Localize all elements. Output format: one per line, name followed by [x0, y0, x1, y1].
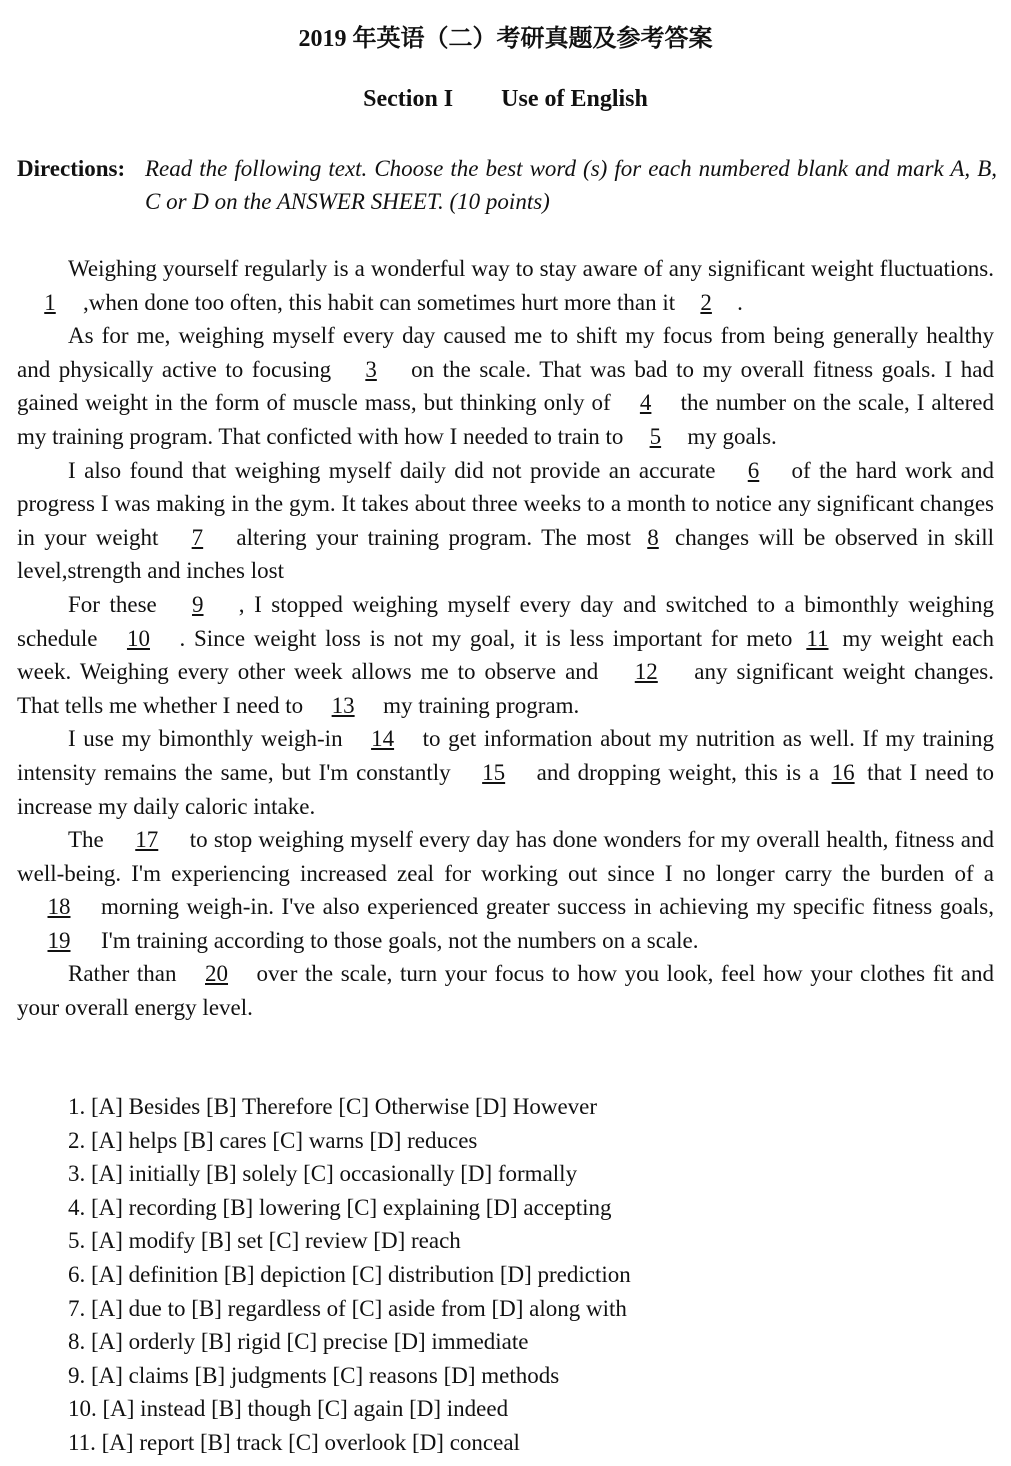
answer-options	[68, 1090, 968, 1460]
blank-20: 20	[205, 961, 229, 987]
passage-text: , I stopped weighing myself every day and switched to a bimonthly weighing schedule	[17, 591, 994, 651]
blank-3: 3	[365, 356, 377, 382]
blank-15: 15	[482, 759, 506, 785]
blank-14: 14	[371, 726, 395, 752]
blank-12: 12	[634, 659, 658, 685]
passage-text: I also found that weighing myself daily did not provide an accurate	[68, 457, 716, 483]
blank-4: 4	[639, 390, 652, 416]
blank-19: 19	[47, 927, 71, 953]
passage-text: I use my bimonthly weigh-in	[68, 726, 343, 752]
passage-text: that I need to increase my daily caloric intake.	[17, 759, 994, 819]
blank-13: 13	[331, 692, 355, 718]
passage-text: to get information about my nutrition as well. If my training intensity remains the same, but I'm constantly	[17, 726, 994, 785]
passage-text: of the hard work and progress I was making in the gym. It takes about three weeks to a month to notice any significant changes in your weight	[17, 457, 994, 550]
passage-text: . Since weight loss is not my goal, it is less important for meto	[179, 625, 793, 651]
directions	[17, 152, 997, 218]
passage-text: I'm training according to those goals, not the numbers on a scale.	[101, 927, 699, 953]
passage-text: my training program.	[383, 692, 580, 718]
paragraph-4	[17, 588, 994, 722]
paragraph-7	[17, 957, 994, 1024]
option-line-5: 5. [A] modify [B] set [C] review [D] reach	[68, 1228, 461, 1254]
passage-text: For these	[68, 591, 157, 617]
paragraph-2	[17, 319, 994, 453]
blank-2: 2	[700, 289, 712, 315]
passage-text: to stop weighing myself every day has done wonders for my overall health, fitness and well-being. I'm experiencing increased zeal for working out since I no longer carry the burden of a	[17, 827, 994, 886]
passage-text: Rather than	[68, 961, 177, 987]
passage-text: my goals.	[687, 423, 777, 449]
blank-1: 1	[44, 289, 56, 315]
passage-text: Weighing yourself regularly is a wonderful way to stay aware of any significant weight fluctuations.	[68, 256, 994, 281]
blank-17: 17	[135, 827, 159, 853]
passage-text: the number on the scale, I altered my training program. That conficted with how I needed to train to	[17, 390, 994, 449]
document-title: 2019 年英语（二）考研真题及参考答案	[298, 26, 713, 52]
passage-text: and dropping weight, this is a	[536, 759, 820, 785]
blank-7: 7	[191, 524, 204, 550]
passage-text: ,when done too often, this habit can sometimes hurt more than it	[83, 289, 676, 315]
passage-text: altering your training program. The most	[236, 524, 631, 550]
blank-9: 9	[192, 591, 204, 617]
option-line-1: 1. [A] Besides [B] Therefore [C] Otherwise [D] However	[68, 1094, 598, 1119]
paragraph-5	[17, 722, 994, 823]
passage-text: The	[68, 827, 104, 853]
passage-text: my weight each week. Weighing every other week allows me to observe and	[17, 625, 994, 685]
passage-text: morning weigh-in. I've also experienced greater success in achieving my specific fitness goals,	[101, 894, 994, 920]
blank-8: 8	[647, 524, 659, 550]
paragraph-1	[17, 252, 994, 319]
section-name: Use of English	[501, 86, 648, 112]
option-line-4: 4. [A] recording [B] lowering [C] explaining [D] accepting	[68, 1194, 612, 1220]
option-line-2: 2. [A] helps [B] cares [C] warns [D] reduces	[68, 1127, 478, 1153]
option-line-3: 3. [A] initially [B] solely [C] occasionally [D] formally	[68, 1161, 578, 1187]
directions-label: Directions:	[17, 156, 126, 181]
directions-text: Read the following text. Choose the best word (s) for each numbered blank and mark A, B, C or D on the ANSWER SHEET. (10 points)	[145, 156, 997, 214]
blank-16: 16	[831, 759, 855, 785]
paragraph-3	[17, 454, 994, 588]
option-line-8: 8. [A] orderly [B] rigid [C] precise [D] immediate	[68, 1329, 529, 1355]
passage-text: over the scale, turn your focus to how you look, feel how your clothes fit and your overall energy level.	[17, 961, 994, 1021]
passage-text: any significant weight changes. That tells me whether I need to	[17, 659, 994, 718]
option-line-9: 9. [A] claims [B] judgments [C] reasons [D] methods	[68, 1362, 560, 1388]
blank-10: 10	[126, 625, 150, 651]
option-line-7: 7. [A] due to [B] regardless of [C] aside from [D] along with	[68, 1295, 627, 1321]
blank-6: 6	[747, 457, 760, 483]
option-line-10: 10. [A] instead [B] though [C] again [D] indeed	[68, 1396, 509, 1422]
option-line-6: 6. [A] definition [B] depiction [C] distribution [D] prediction	[68, 1261, 631, 1287]
blank-11: 11	[806, 625, 829, 651]
section-heading	[0, 86, 1011, 113]
section-number: Section I	[363, 86, 454, 112]
blank-18: 18	[47, 894, 71, 920]
paragraph-6	[17, 823, 994, 957]
passage-text: .	[737, 289, 743, 315]
blank-5: 5	[649, 423, 662, 449]
passage-text: changes will be observed in skill level,strength and inches lost	[17, 524, 994, 584]
passage-text: As for me, weighing myself every day caused me to shift my focus from being generally healthy and physically active to focusing	[17, 323, 994, 382]
passage-text: on the scale. That was bad to my overall fitness goals. I had gained weight in the form of muscle mass, but thinking only of	[17, 356, 994, 416]
cloze-passage	[17, 252, 994, 1025]
option-line-11: 11. [A] report [B] track [C] overlook [D] conceal	[68, 1429, 520, 1455]
